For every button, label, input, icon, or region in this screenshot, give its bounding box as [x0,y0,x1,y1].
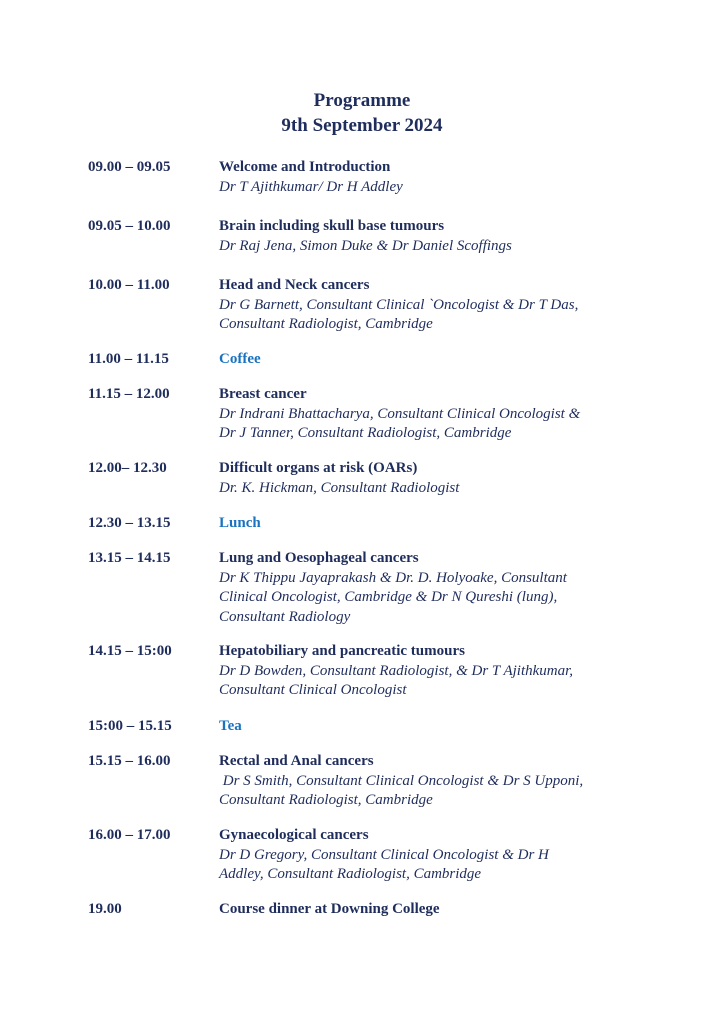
session-title: Rectal and Anal cancers [219,753,374,769]
session-content [219,717,649,737]
session-content [219,826,649,885]
session-title: Difficult organs at risk (OARs) [219,460,418,476]
session-speakers [219,178,649,198]
session-content [219,900,649,920]
session-speakers [219,569,649,628]
speaker-line: Dr Raj Jena, Simon Duke & Dr Daniel Scoffings [219,237,512,254]
session-speakers [219,296,649,335]
break-title: Coffee [219,351,261,367]
speaker-line: Dr D Gregory, Consultant Clinical Oncologist & Dr H [219,846,549,863]
session-time: 12.00– 12.30 [88,460,167,476]
session-time: 19.00 [88,901,122,917]
session-time: 15:00 – 15.15 [88,718,172,734]
speaker-line: Dr Indrani Bhattacharya, Consultant Clinical Oncologist & [219,405,581,422]
speaker-line: Dr D Bowden, Consultant Radiologist, & Dr T Ajithkumar, [219,662,574,679]
session-content [219,514,649,534]
session-title: Brain including skull base tumours [219,218,445,234]
break-title: Lunch [219,515,261,531]
session-time: 16.00 – 17.00 [88,827,171,843]
session-speakers [219,237,649,257]
session-content [219,752,649,811]
session-title: Hepatobiliary and pancreatic tumours [219,643,465,659]
speaker-line: Consultant Clinical Oncologist [219,682,407,698]
session-speakers [219,479,649,499]
session-time: 14.15 – 15:00 [88,643,172,659]
session-time: 09.05 – 10.00 [88,218,171,234]
session-title: Lung and Oesophageal cancers [219,550,419,566]
speaker-line: Consultant Radiologist, Cambridge [219,792,433,808]
session-content [219,350,649,370]
session-time: 13.15 – 14.15 [88,550,171,566]
session-content [219,385,649,444]
session-content [219,217,649,256]
speaker-line: Consultant Radiology [219,608,351,625]
session-time: 09.00 – 09.05 [88,159,171,175]
session-content [219,459,649,498]
speaker-line: Dr G Barnett, Consultant Clinical `Oncologist & Dr T Das, [219,296,579,313]
session-content [219,276,649,335]
session-content [219,549,649,627]
session-time: 11.00 – 11.15 [88,351,169,367]
speaker-line: Consultant Radiologist, Cambridge [219,316,433,332]
speaker-line: Dr. K. Hickman, Consultant Radiologist [219,479,460,496]
speaker-line: Dr S Smith, Consultant Clinical Oncologist & Dr S Upponi, [219,772,584,789]
page-date: 9th September 2024 [281,115,443,136]
session-time: 10.00 – 11.00 [88,277,170,293]
session-speakers [219,772,649,811]
session-title: Gynaecological cancers [219,827,369,843]
session-time: 12.30 – 13.15 [88,515,171,531]
page-title: Programme [313,90,411,111]
speaker-line: Dr J Tanner, Consultant Radiologist, Cambridge [219,425,512,441]
break-title: Tea [219,718,242,734]
session-title: Head and Neck cancers [219,277,370,293]
session-speakers [219,405,649,444]
session-title: Course dinner at Downing College [219,901,440,917]
session-time: 15.15 – 16.00 [88,753,171,769]
session-content [219,642,649,701]
speaker-line: Dr T Ajithkumar/ Dr H Addley [219,178,403,195]
speaker-line: Addley, Consultant Radiologist, Cambridge [219,866,482,882]
session-speakers [219,662,649,701]
speaker-line: Clinical Oncologist, Cambridge & Dr N Qureshi (lung), [219,589,558,605]
session-content [219,158,649,197]
session-title: Breast cancer [219,386,307,402]
session-title: Welcome and Introduction [219,159,391,175]
session-time: 11.15 – 12.00 [88,386,170,402]
session-speakers [219,846,649,885]
speaker-line: Dr K Thippu Jayaprakash & Dr. D. Holyoake, Consultant [219,569,567,586]
